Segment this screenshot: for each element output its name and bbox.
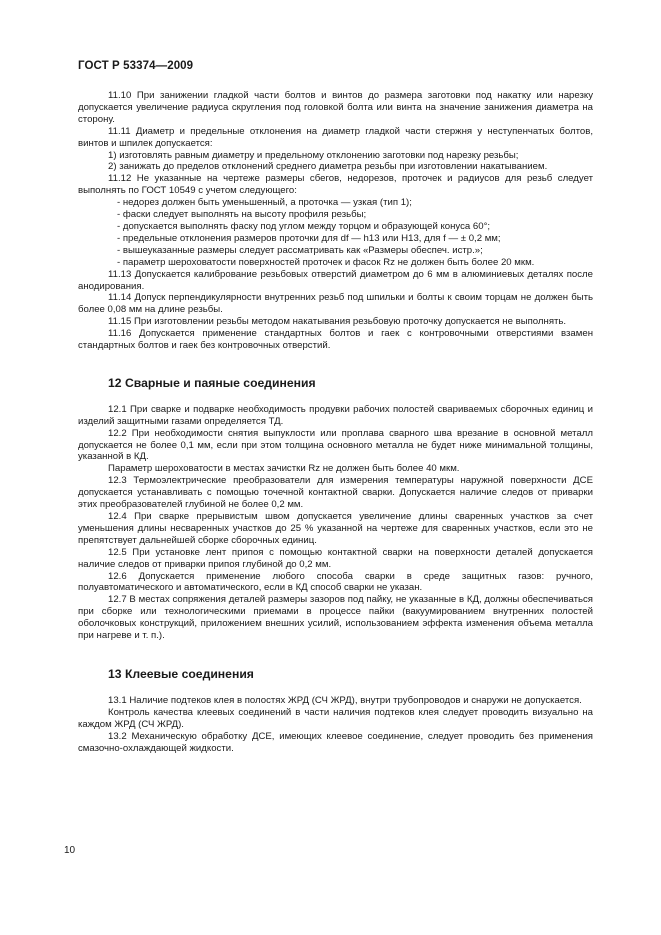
section-12-heading: 12 Сварные и паяные соединения	[108, 375, 316, 390]
paragraph-12-6: 12.6 Допускается применение любого способа сварки в среде защитных газов: ручного, полуавтоматического и автоматического, если в КД способ сварки не указан.	[78, 570, 593, 594]
paragraph-11-11: 11.11 Диаметр и предельные отклонения на диаметр гладкой части стержня у неступенчатых болтов, винтов и шпилек допускается:	[78, 125, 593, 149]
paragraph-12-1: 12.1 При сварке и подварке необходимость продувки рабочих полостей свариваемых сборочных единиц и изделий защитными газами определяется ТД.	[78, 403, 593, 427]
paragraph-13-1-control: Контроль качества клеевых соединений в части наличия подтеков клея следует проводить визуально на каждом ЖРД (СЧ ЖРД).	[78, 706, 593, 730]
paragraph-11-15: 11.15 При изготовлении резьбы методом накатывания резьбовую проточку допускается не выполнять.	[108, 316, 567, 328]
paragraph-12-2: 12.2 При необходимости снятия выпуклости или проплава сварного шва врезание в основной металл допускается не более 0,1 мм, если при этом толщина основного металла не будет ниже минимальной толщины, указанной в КД.	[78, 427, 593, 463]
paragraph-12-5: 12.5 При установке лент припоя с помощью контактной сварки на поверхности деталей допускается наличие следов от приварки припоя глубиной до 0,2 мм.	[78, 546, 593, 570]
paragraph-13-1: 13.1 Наличие подтеков клея в полостях ЖРД (СЧ ЖРД), внутри трубопроводов и снаружи не допускается.	[108, 694, 582, 706]
bullet-item: - допускается выполнять фаску под углом между торцом и образующей конуса 60°;	[117, 220, 491, 232]
paragraph-13-2: 13.2 Механическую обработку ДСЕ, имеющих клеевое соединение, следует проводить без применения смазочно-охлаждающей жидкости.	[78, 730, 593, 754]
paragraph-11-13: 11.13 Допускается калибрование резьбовых отверстий диаметром до 6 мм в алюминиевых деталях после анодирования.	[78, 268, 593, 292]
bullet-item: - недорез должен быть уменьшенный, а проточка — узкая (тип 1);	[117, 197, 412, 209]
paragraph-12-3: 12.3 Термоэлектрические преобразователи для измерения температуры наружной поверхности ДСЕ допускается устанавливать с помощью точечной контактной сварки. Допускается наличие следов от приварки этих преобразователей глубиной не более 0,2 мм.	[78, 475, 593, 511]
bullet-item: - фаски следует выполнять на высоту профиля резьбы;	[117, 209, 367, 221]
document-body	[78, 90, 593, 754]
document-id: ГОСТ Р 53374—2009	[78, 60, 194, 72]
bullet-item: - параметр шероховатости поверхностей проточек и фасок Rz не должен быть более 20 мкм.	[117, 256, 535, 268]
paragraph-11-10: 11.10 При занижении гладкой части болтов и винтов до размера заготовки под накатку или нарезку допускается увеличение радиуса скругления под головкой болта или винта на значение занижения диаметра на сторону.	[78, 90, 593, 125]
bullet-item: - вышеуказанные размеры следует рассматривать как «Размеры обеспеч. истр.»;	[117, 244, 483, 256]
paragraph-11-11-item-2: 2) занижать до пределов отклонений среднего диаметра резьбы при изготовлении накатыванием.	[108, 161, 548, 173]
paragraph-11-14: 11.14 Допуск перпендикулярности внутренних резьб под шпильки и болты к своим торцам не должен быть более 0,08 мм на длине резьбы.	[78, 292, 593, 316]
paragraph-11-12: 11.12 Не указанные на чертеже размеры сбегов, недорезов, проточек и радиусов для резьб следует выполнять по ГОСТ 10549 с учетом следующего:	[78, 173, 593, 197]
page-number: 10	[64, 845, 76, 856]
paragraph-12-7: 12.7 В местах сопряжения деталей размеры зазоров под пайку, не указанные в КД, должны обеспечиваться при сборке или технологическими приемами в процессе пайки (вакуумированием внутренних полостей оболочковых конструкций, приложением внешних усилий, использованием эффекта изменения объема металла при нагреве и т. п.).	[78, 594, 593, 642]
paragraph-12-2-roughness: Параметр шероховатости в местах зачистки Rz не должен быть более 40 мкм.	[108, 463, 460, 475]
section-13-heading: 13 Клеевые соединения	[108, 666, 254, 681]
bullet-item: - предельные отклонения размеров проточки для df — h13 или H13, для f — ± 0,2 мм;	[117, 232, 501, 244]
paragraph-12-4: 12.4 При сварке прерывистым швом допускается увеличение длины сваренных участков за счет уменьшения длины несваренных участков до 25 % указанной на чертеже для сваренных участков, если это не препятствует дальнейшей сборке сборочных единиц.	[78, 511, 593, 546]
paragraph-11-16: 11.16 Допускается применение стандартных болтов и гаек с контровочными отверстиями взамен стандартных болтов и гаек без контровочных отверстий.	[78, 328, 593, 352]
paragraph-11-11-item-1: 1) изготовлять равным диаметру и предельному отклонению заготовки под нарезку резьбы;	[108, 149, 519, 161]
